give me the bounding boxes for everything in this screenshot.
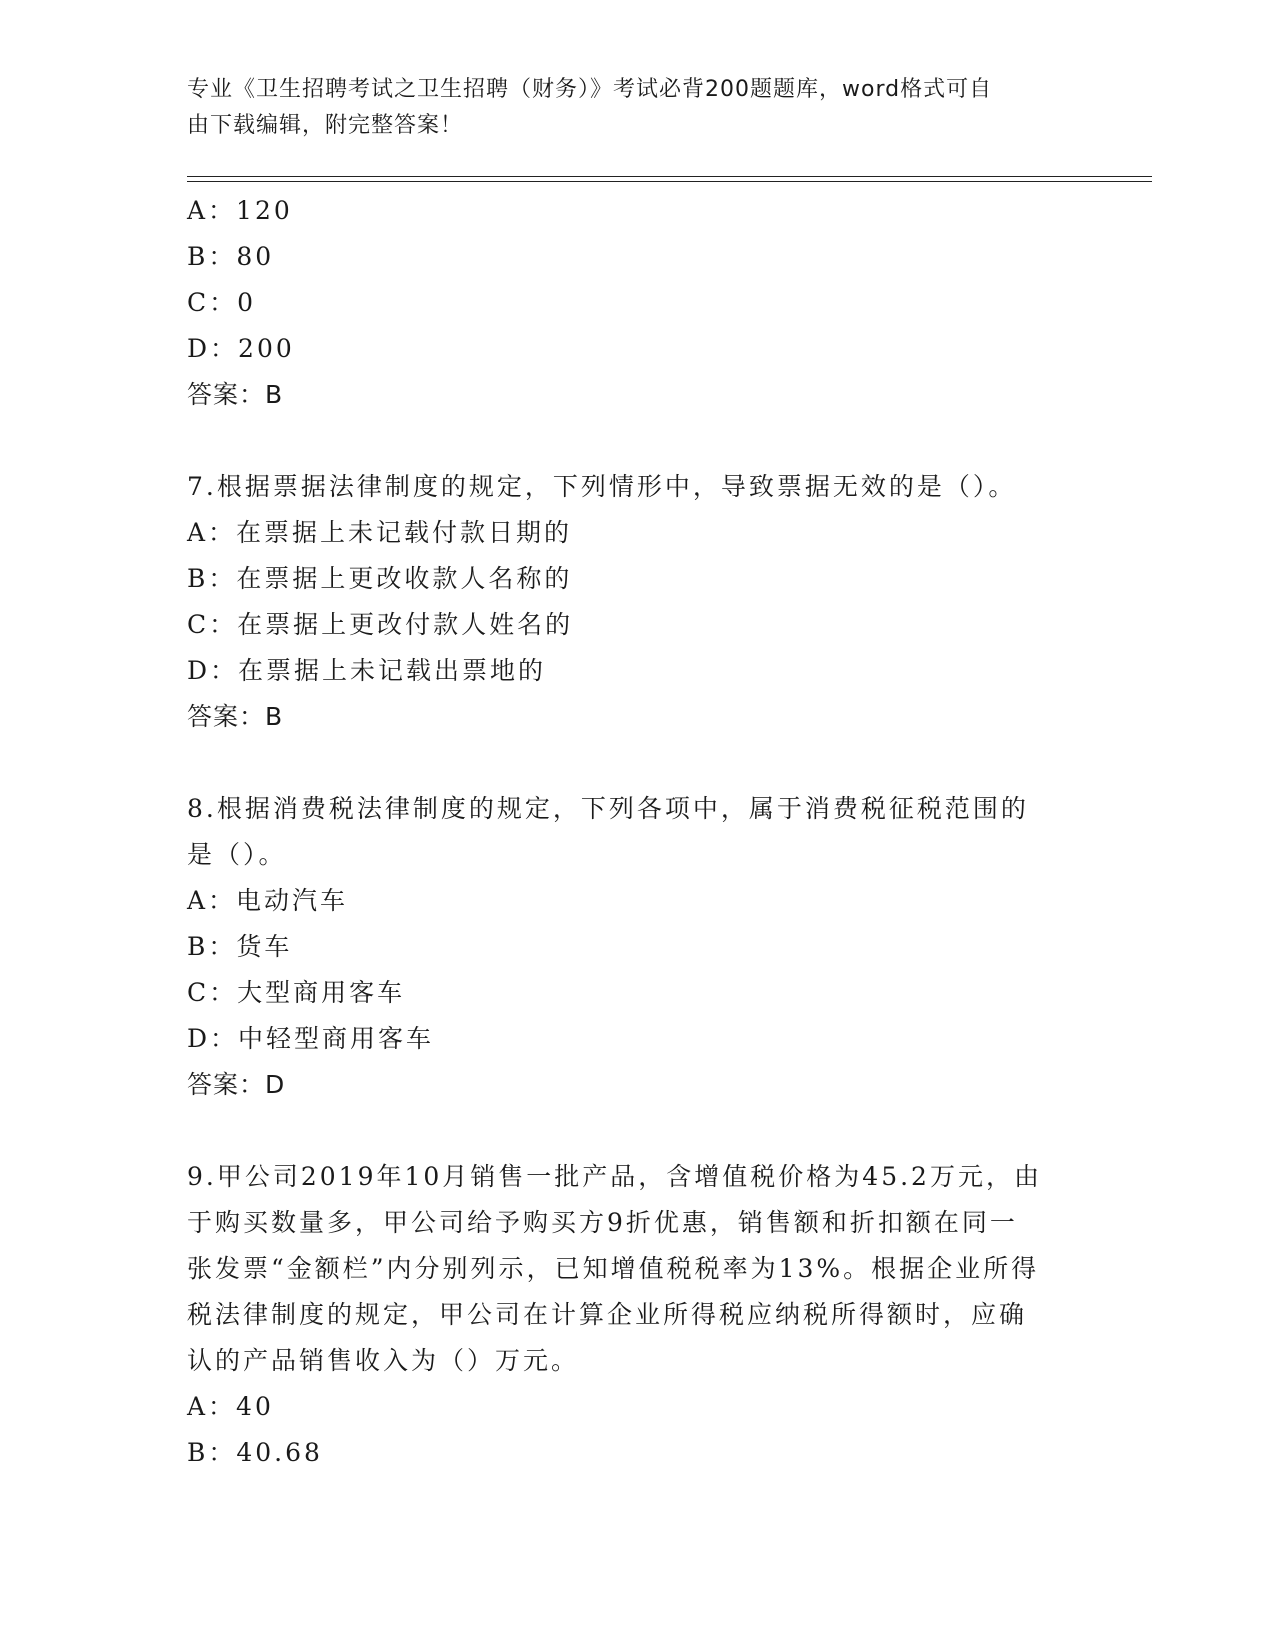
header-divider-bottom	[187, 181, 1152, 182]
header-line-1: 专业《卫生招聘考试之卫生招聘（财务）》考试必背200题题库，word格式可自	[187, 77, 993, 102]
option-c: C：大型商用客车	[187, 978, 406, 1007]
spacer	[187, 740, 1087, 786]
question-9	[187, 1154, 1087, 1476]
question-text-line-2: 于购买数量多，甲公司给予购买方9折优惠，销售额和折扣额在同一	[187, 1208, 1018, 1237]
option-b: B：80	[187, 242, 275, 271]
question-8	[187, 786, 1087, 1108]
option-c: C：在票据上更改付款人姓名的	[187, 610, 574, 639]
question-6	[187, 188, 1087, 418]
option-b: B：在票据上更改收款人名称的	[187, 564, 573, 593]
question-text-line-2: 是（）。	[187, 840, 287, 869]
header-divider-top	[187, 176, 1152, 177]
option-b: B：货车	[187, 932, 293, 961]
spacer	[187, 418, 1087, 464]
option-d: D：在票据上未记载出票地的	[187, 656, 547, 685]
option-a: A：40	[187, 1392, 274, 1421]
question-text-line-5: 认的产品销售收入为（）万元。	[187, 1346, 580, 1375]
option-c: C：0	[187, 288, 257, 317]
question-text-line-1: 8.根据消费税法律制度的规定，下列各项中，属于消费税征税范围的	[187, 794, 1029, 823]
question-text: 7.根据票据法律制度的规定，下列情形中，导致票据无效的是（）。	[187, 472, 1017, 501]
question-text-line-4: 税法律制度的规定，甲公司在计算企业所得税应纳税所得额时，应确	[187, 1300, 1028, 1329]
document-header	[187, 72, 1067, 144]
option-a: A：在票据上未记载付款日期的	[187, 518, 573, 547]
option-d: D：中轻型商用客车	[187, 1024, 435, 1053]
question-text-line-1: 9.甲公司2019年10月销售一批产品，含增值税价格为45.2万元，由	[187, 1162, 1042, 1191]
answer-label: 答案：D	[187, 1070, 286, 1099]
question-7	[187, 464, 1087, 740]
spacer	[187, 1108, 1087, 1154]
answer-label: 答案：B	[187, 380, 284, 409]
option-d: D：200	[187, 334, 295, 363]
answer-label: 答案：B	[187, 702, 284, 731]
option-a: A：120	[187, 196, 293, 225]
option-b: B：40.68	[187, 1438, 323, 1467]
question-list	[187, 188, 1087, 1476]
header-line-2: 由下载编辑，附完整答案！	[187, 113, 464, 138]
option-a: A：电动汽车	[187, 886, 349, 915]
question-text-line-3: 张发票“金额栏”内分别列示，已知增值税税率为13%。根据企业所得	[187, 1254, 1040, 1283]
